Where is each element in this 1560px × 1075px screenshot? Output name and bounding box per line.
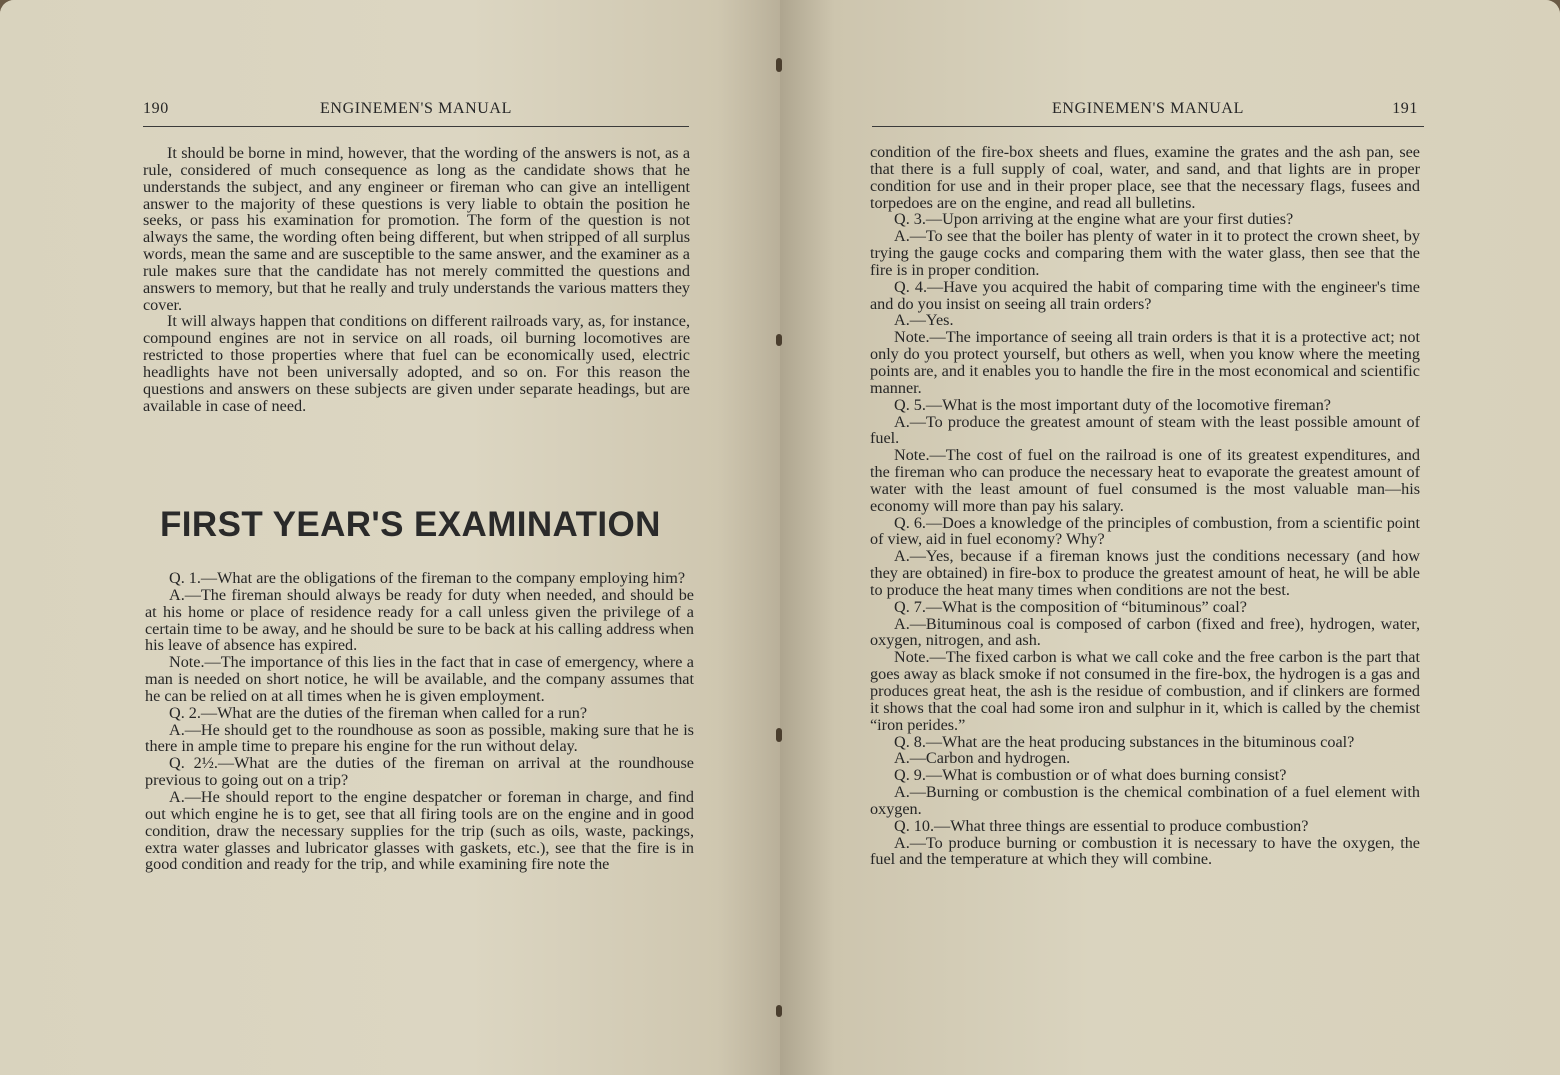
exam-paragraph: A.—He should get to the roundhouse as soon as possible, making sure that he is there in ample time to prepare his engine for the run without delay. — [145, 720, 694, 756]
page-number: 190 — [143, 100, 169, 117]
exam-paragraph: Q. 4.—Have you acquired the habit of comparing time with the engineer's time and do you insist on seeing all train orders? — [870, 277, 1420, 313]
spine-stitch — [776, 728, 782, 742]
exam-paragraph: A.—The fireman should always be ready for duty when needed, and should be at his home or place of residence ready for a call unless given the privilege of a certain time to be away, and he should be sure to be back at his calling address when his leave of absence has expired. — [145, 585, 694, 655]
exam-paragraph: Q. 1.—What are the obligations of the fireman to the company employing him? — [169, 569, 686, 587]
exam-paragraph: A.—He should report to the engine despatcher or foreman in charge, and find out which engine he is to get, see that all firing tools are on the engine and in good condition, draw the necessary supplies for the trip (such as oils, waste, packings, extra water glasses and lubricator glasses with gaskets, etc.), see that the fire is in good condition and ready for the trip, and while examining fire note the — [145, 787, 694, 874]
exam-paragraph: A.—Yes, because if a fireman knows just the conditions necessary (and how they are obtained) in fire-box to produce the greatest amount of heat, he will be able to produce the heat many times when conditions are not the best. — [870, 547, 1420, 599]
intro-paragraph: It should be borne in mind, however, that the wording of the answers is not, as a rule, considered of much consequence as long as the candidate shows that he understands the subject, and any engineer or fireman who can give an intelligent answer to the majority of these questions is very liable to obtain the position he seeks, or pass his examination for promotion. The form of the question is not always the same, the wording often being different, but when stripped of all surplus words, mean the same and are susceptible to the same answer, and the examiner as a rule makes sure that the candidate has not merely committed the questions and answers to memory, but that he really and truly understands the various matters they cover. — [143, 144, 690, 314]
exam-paragraph: Q. 6.—Does a knowledge of the principles of combustion, from a scientific point of view, aid in fuel economy? Why? — [870, 513, 1420, 549]
exam-paragraph: condition of the fire-box sheets and flues, examine the grates and the ash pan, see that there is a full supply of coal, water, and sand, and that lights are in proper condition for use and in their proper place, see that the necessary flags, fusees and torpedoes are on the engine, and read all bulletins. — [870, 143, 1420, 212]
exam-paragraph: Note.—The cost of fuel on the railroad is one of its greatest expenditures, and the fireman who can produce the necessary heat to evaporate the greatest amount of water with the least amount of fuel consumed is the most valuable man—his economy will more than pay his salary. — [870, 446, 1420, 515]
section-title: FIRST YEAR'S EXAMINATION — [160, 505, 661, 544]
exam-continued — [870, 144, 1420, 868]
running-title: ENGINEMEN'S MANUAL — [1052, 100, 1244, 117]
exam-paragraph: Note.—The importance of seeing all train orders is that it is a protective act; not only do you protect yourself, but others as well, when you know where the meeting points are, and it enables you to handle the fire in the most economical and scientific manner. — [870, 328, 1420, 397]
exam-paragraph: Q. 5.—What is the most important duty of the locomotive fireman? — [894, 395, 1331, 414]
spine-stitch — [776, 58, 782, 72]
exam-paragraph: Q. 2½.—What are the duties of the fireman on arrival at the roundhouse previous to going out on a trip? — [145, 754, 694, 790]
exam-paragraph: Q. 8.—What are the heat producing substances in the bituminous coal? — [894, 732, 1355, 751]
exam-paragraph: A.—Yes. — [894, 311, 954, 330]
exam-paragraph: A.—To produce burning or combustion it is necessary to have the oxygen, the fuel and the temperature at which they will combine. — [870, 833, 1420, 869]
spine-stitch — [776, 334, 782, 346]
exam-paragraph: Q. 3.—Upon arriving at the engine what are your first duties? — [894, 210, 1294, 229]
exam-questions — [145, 570, 694, 873]
exam-paragraph: Q. 7.—What is the composition of “bituminous” coal? — [894, 597, 1247, 616]
spine-stitch — [776, 1005, 782, 1017]
right-page — [780, 0, 1560, 1075]
exam-paragraph: A.—To produce the greatest amount of steam with the least possible amount of fuel. — [870, 412, 1420, 448]
exam-paragraph: A.—Burning or combustion is the chemical combination of a fuel element with oxygen. — [870, 783, 1420, 818]
right-running-head — [872, 100, 1424, 127]
exam-paragraph: Note.—The importance of this lies in the fact that in case of emergency, where a man is needed on short notice, he will be available, and the company assumes that he can be relied on at all times when he is given employment. — [145, 653, 694, 705]
exam-paragraph: A.—Carbon and hydrogen. — [894, 749, 1071, 768]
left-running-head — [143, 100, 689, 127]
exam-paragraph: Q. 2.—What are the duties of the fireman when called for a run? — [169, 703, 588, 722]
exam-paragraph: A.—Bituminous coal is composed of carbon (fixed and free), hydrogen, water, oxygen, nitrogen, and ash. — [870, 614, 1420, 650]
intro-paragraph: It will always happen that conditions on different railroads vary, as, for instance, compound engines are not in service on all roads, oil burning locomotives are restricted to those properties where that fuel can be economically used, electric headlights have not been universally adopted, and so on. For this reason the questions and answers on these subjects are given under separate headings, but are available in case of need. — [143, 312, 690, 415]
exam-paragraph: Note.—The fixed carbon is what we call coke and the free carbon is the part that goes away as black smoke if not consumed in the fire-box, the hydrogen is a gas and produces great heat, the ash is the residue of combustion, and if clinkers are formed it shows that the coal had some iron and sulphur in it, which is called by the chemist “iron perides.” — [870, 648, 1420, 734]
running-title: ENGINEMEN'S MANUAL — [320, 100, 512, 117]
exam-paragraph: A.—To see that the boiler has plenty of water in it to protect the crown sheet, by trying the gauge cocks and comparing them with the water glass, then see that the fire is in proper condition. — [870, 227, 1420, 279]
exam-paragraph: Q. 10.—What three things are essential to produce combustion? — [894, 816, 1309, 835]
page-number: 191 — [1392, 100, 1418, 117]
intro-text — [143, 145, 690, 415]
exam-paragraph: Q. 9.—What is combustion or of what does burning consist? — [894, 766, 1287, 785]
